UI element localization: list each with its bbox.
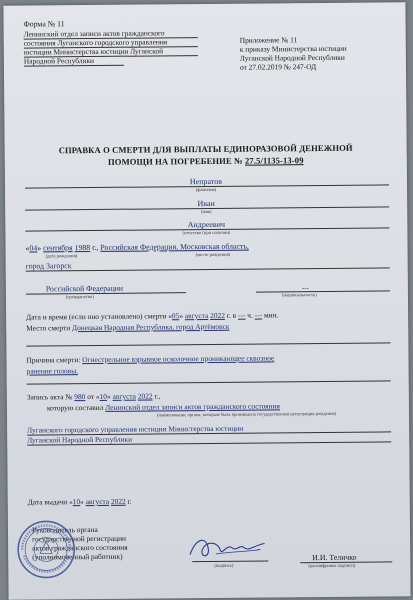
certificate-title-line1: СПРАВКА О СМЕРТИ ДЛЯ ВЫПЛАТЫ ЕДИНОРАЗОВОЙ ДЕНЕЖНОЙ	[58, 142, 353, 156]
citizenship-value: Российской Федерации	[45, 283, 124, 294]
patronymic-value: Андреевич	[187, 219, 226, 230]
signatory-name: И.И. Теличко	[312, 552, 357, 563]
header-left-line2: состояния Луганского городского управления	[23, 37, 168, 48]
record-year: 2022	[137, 391, 153, 401]
certificate-title-line2: ПОМОЩИ НА ПОГРЕБЕНИЕ № 27.5/1135-13-09	[107, 155, 304, 167]
birth-month: сентября	[43, 243, 73, 253]
birth-year: 1988	[74, 243, 91, 253]
nationality-caption: (национальность)	[281, 292, 317, 298]
birth-place-caption: (место рождения)	[195, 251, 231, 258]
handwritten-signature	[186, 531, 268, 562]
issue-year: 2022	[110, 496, 126, 506]
birth-date-caption: (дата рождения)	[45, 253, 78, 259]
header-right-line3: Луганской Народной Республики	[239, 52, 345, 63]
surname-value: Непратов	[189, 176, 223, 187]
death-place: Донецкая Народная Республика, город Артёмовск	[71, 321, 230, 333]
death-cause-1: Огнестрельное взрывное осколочное проникающее сквозное	[82, 353, 275, 365]
death-cause-line: Причина смерти: Огнестрельное взрывное осколочное проникающее сквозное	[26, 353, 275, 365]
birth-place-2: город Загорск	[25, 261, 72, 271]
issue-month: августа	[85, 496, 110, 507]
header-left-line1: Ленинский отдел записи актов гражданского	[23, 28, 165, 39]
surname-caption: (фамилия)	[195, 186, 217, 193]
record-day: 10	[99, 391, 108, 401]
signatory-name-caption: (расшифровка подписи)	[308, 562, 356, 569]
header-right-line4: от 27.02.2019 № 247-ОД	[239, 62, 317, 72]
record-organ-line: которую составил Ленинский отдел записи актов гражданского состояния	[46, 401, 280, 413]
signature-caption: (подпись)	[214, 562, 234, 568]
issue-date-line: Дата выдачи «10» августа 2022 г.	[27, 496, 132, 507]
record-month: августа	[112, 391, 136, 401]
record-organ-3: Луганской Народной Республики	[27, 434, 133, 445]
record-organ-caption: (наименование органа, которым была произведена государственная регистрация рождения)	[156, 410, 337, 418]
certificate-sheet	[3, 2, 410, 599]
name-value: Иван	[197, 198, 215, 209]
certificate-number: 27.5/1135-13-09	[244, 155, 304, 166]
header-right-line1: Приложение № 11	[239, 35, 298, 45]
official-seal-stamp	[16, 519, 77, 580]
record-organ-2: Луганского городского управления юстиции Министерства юстиции	[27, 423, 244, 435]
death-hours: ---	[237, 310, 246, 320]
record-line: Запись акта № 980 от «10» августа 2022 г.,	[26, 391, 161, 402]
header-left-line3: юстиции Министерства юстиции Луганской	[23, 46, 164, 57]
form-number: Форма № 11	[23, 19, 65, 29]
death-month: августа	[184, 310, 209, 321]
patronymic-caption: (отчество (при наличии)	[182, 229, 231, 236]
name-caption: (имя)	[200, 208, 212, 215]
signatory-head-4: (уполномоченный работник)	[32, 551, 123, 562]
death-place-line: Место смерти Донецкая Народная Республика, город Артёмовск	[26, 321, 230, 333]
death-year: 2022	[210, 310, 225, 320]
birth-place-1: Российская Федерация, Московская область,	[100, 241, 249, 252]
issue-day: 10	[72, 497, 81, 507]
signatory-head-1: Руководитель органа	[31, 524, 98, 535]
nationality-value: ---	[301, 284, 309, 293]
record-number: 980	[74, 392, 86, 402]
death-minutes: ---	[254, 310, 263, 320]
birth-day: 04	[29, 243, 38, 253]
citizenship-caption: (гражданство)	[65, 293, 94, 300]
death-cause-2: ранение головы.	[26, 366, 79, 376]
death-datetime-line: Дата и время (если оно установлено) смерти «05» августа 2022 г. в --- ч. --- мин.	[26, 310, 279, 322]
death-day: 05	[171, 311, 180, 321]
header-left-line4: Народной Республики	[23, 55, 95, 66]
signatory-head-3: актов гражданского состояния	[32, 542, 128, 553]
record-organ: Ленинский отдел записи актов гражданского состояния	[105, 401, 280, 412]
birth-line: «04» сентября 1988 г., Российская Федерация, Московская область,	[25, 241, 249, 253]
header-right-line2: к приказу Министерства юстиции	[239, 43, 347, 54]
signatory-head-2: государственной регистрации	[32, 533, 127, 544]
